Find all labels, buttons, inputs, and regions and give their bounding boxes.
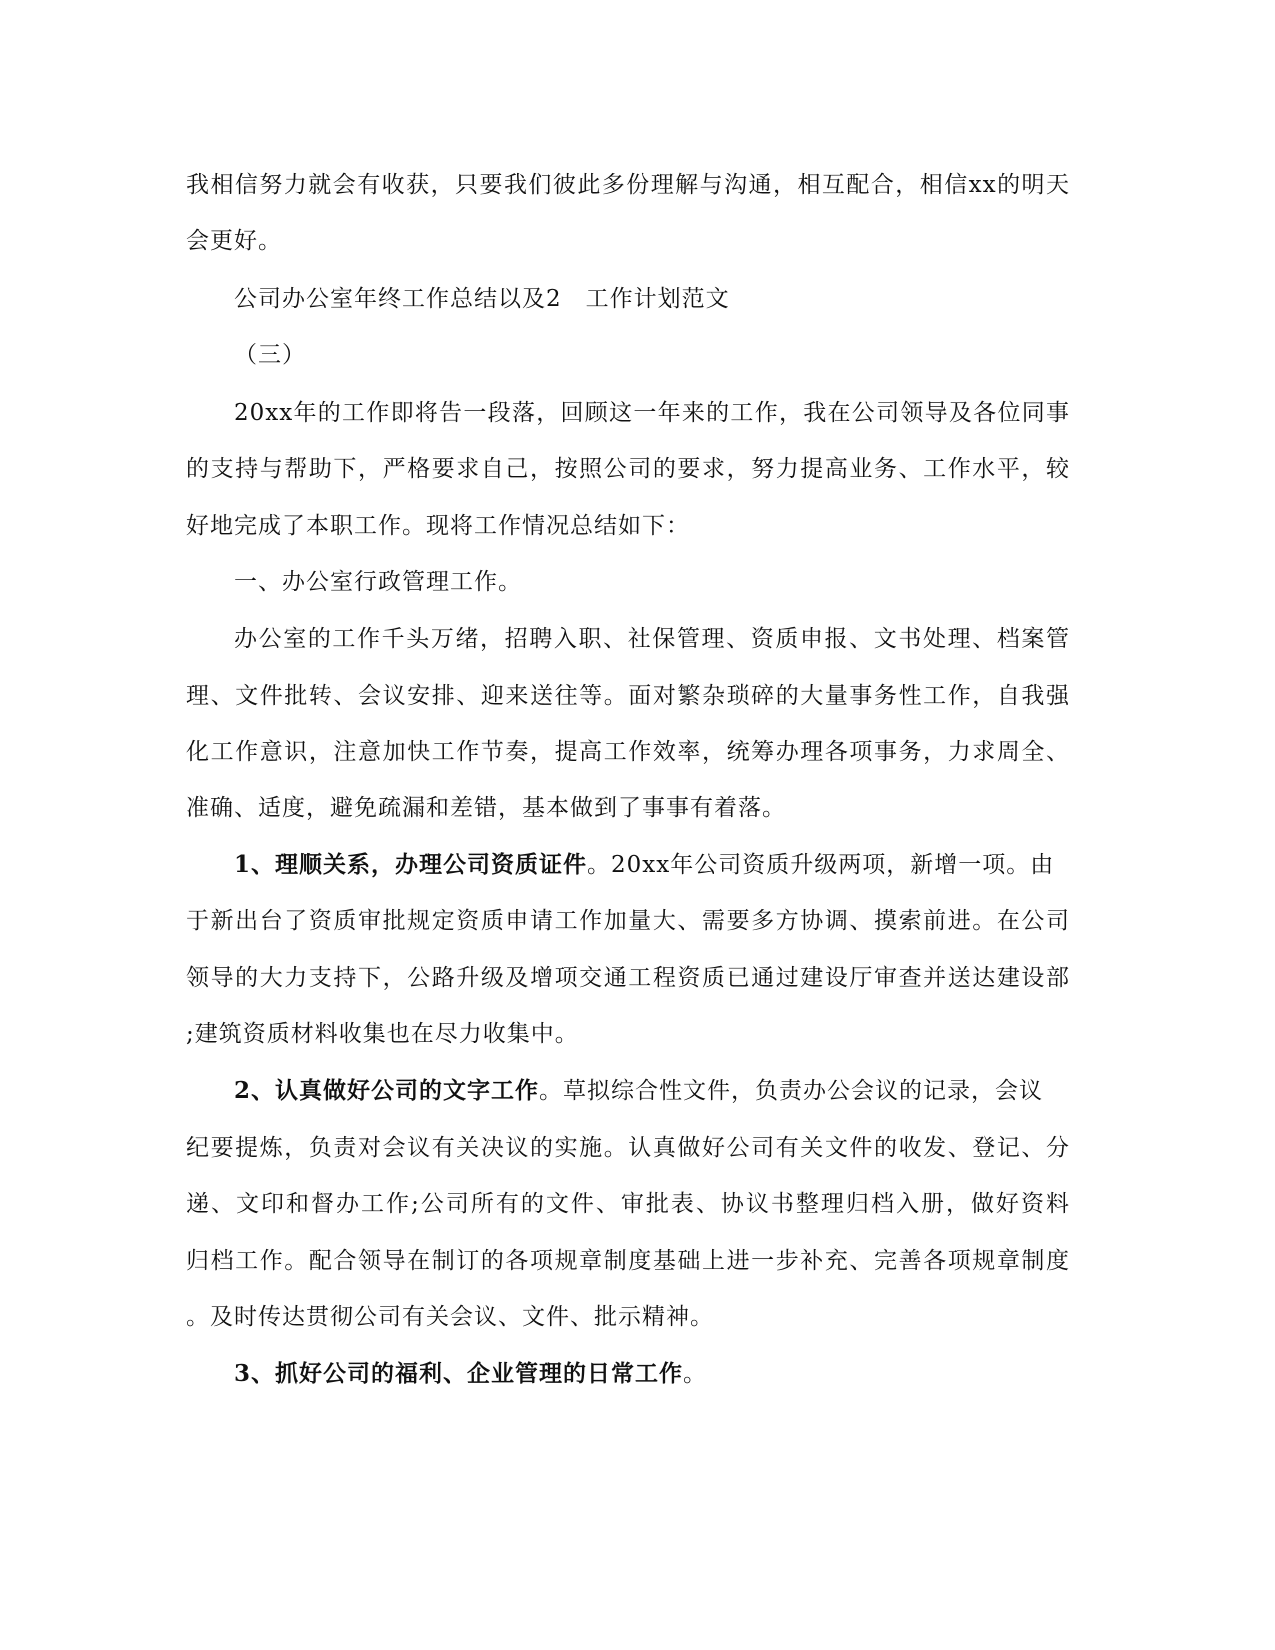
paragraph-line: 会更好。 — [186, 228, 282, 254]
paragraph-line: 递、文印和督办工作;公司所有的文件、审批表、协议书整理归档入册，做好资料 — [186, 1191, 1070, 1217]
document-subtitle: （三） — [234, 342, 306, 368]
item-2-text: 。草拟综合性文件，负责办公会议的记录，会议 — [539, 1078, 1044, 1104]
paragraph-line: 领导的大力支持下，公路升级及增项交通工程资质已通过建设厅审查并送达建设部 — [186, 965, 1070, 991]
paragraph-line: 于新出台了资质审批规定资质申请工作加量大、需要多方协调、摸索前进。在公司 — [186, 908, 1070, 934]
item-1-first-line — [234, 850, 1134, 880]
paragraph-line: 好地完成了本职工作。现将工作情况总结如下： — [186, 513, 690, 539]
item-1-heading: 1、理顺关系，办理公司资质证件 — [234, 851, 588, 878]
item-3-text: 。 — [683, 1361, 708, 1387]
item-2-first-line — [234, 1076, 1134, 1106]
paragraph-line: 纪要提炼，负责对会议有关决议的实施。认真做好公司有关文件的收发、登记、分 — [186, 1135, 1070, 1161]
item-2-heading: 2、认真做好公司的文字工作 — [234, 1077, 540, 1104]
document-title: 公司办公室年终工作总结以及2 工作计划范文 — [234, 286, 730, 312]
item-3-line — [234, 1359, 1134, 1389]
item-3-heading: 3、抓好公司的福利、企业管理的日常工作 — [234, 1360, 684, 1387]
paragraph-line: 理、文件批转、会议安排、迎来送往等。面对繁杂琐碎的大量事务性工作，自我强 — [186, 683, 1070, 709]
paragraph-line: 。及时传达贯彻公司有关会议、文件、批示精神。 — [186, 1304, 714, 1330]
paragraph-line: 20xx年的工作即将告一段落，回顾这一年来的工作，我在公司领导及各位同事 — [234, 400, 1070, 426]
section-heading: 一、办公室行政管理工作。 — [234, 569, 522, 595]
paragraph-line: 的支持与帮助下，严格要求自己，按照公司的要求，努力提高业务、工作水平，较 — [186, 456, 1070, 482]
paragraph-line: ;建筑资质材料收集也在尽力收集中。 — [186, 1021, 579, 1047]
paragraph-line: 准确、适度，避免疏漏和差错，基本做到了事事有着落。 — [186, 795, 786, 821]
paragraph-line: 办公室的工作千头万绪，招聘入职、社保管理、资质申报、文书处理、档案管 — [234, 626, 1070, 652]
paragraph-line: 化工作意识，注意加快工作节奏，提高工作效率，统筹办理各项事务，力求周全、 — [186, 739, 1070, 765]
paragraph-line: 我相信努力就会有收获，只要我们彼此多份理解与沟通，相互配合，相信xx的明天 — [186, 172, 1070, 198]
paragraph-line: 归档工作。配合领导在制订的各项规章制度基础上进一步补充、完善各项规章制度 — [186, 1248, 1070, 1274]
item-1-text: 。20xx年公司资质升级两项，新增一项。由 — [587, 852, 1055, 878]
